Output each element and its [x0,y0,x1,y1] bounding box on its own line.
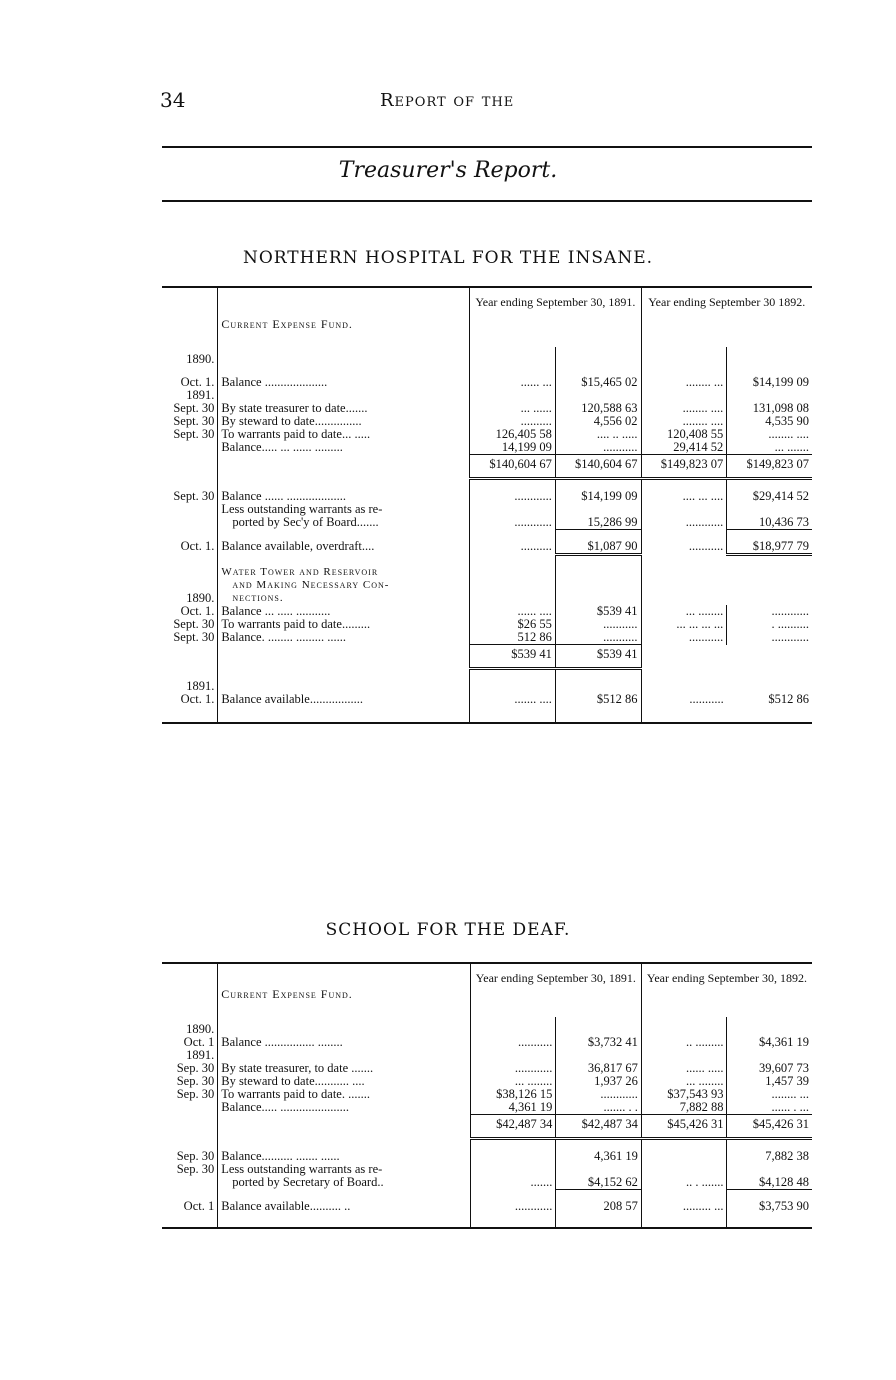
table-row: Sep. 30 By steward to date........... .... ... ........ 1,937 26 ... ........ 1,457 39 [162,1075,812,1088]
table-row: Oct. 1. Balance ... ..... ........... ...... .... $539 41 ... ........ ............ [162,605,812,618]
balance-available-row: Oct. 1. Balance available, overdraft.... .......... $1,087 90 ........... $18,977 79 [162,540,812,555]
col-1891-header: Year ending September 30, 1891. [470,287,641,347]
table-row: Oct. 1. Balance .................... ...... ... $15,465 02 ........ ... $14,199 09 [162,376,812,389]
table-row: ported by Sec'y of Board....... ............ 15,286 99 ............ 10,436 73 [162,516,812,530]
balance-available-row: Oct. 1 Balance available.......... .. ............ 208 57 ......... ... $3,753 90 [162,1200,812,1228]
table-row: Sept. 30 By state treasurer to date....... ... ...... 120,588 63 ........ .... 131,098 08 [162,402,812,415]
table-row: Sept. 30 Balance ...... ................... ............ $14,199 09 .... ... .... $29,414 52 [162,490,812,503]
col-1892-header: Year ending September 30, 1892. [646,971,807,985]
table-row: Less outstanding warrants as re- [162,503,812,516]
table-row: Sep. 30 Balance.......... ....... ...... 4,361 19 7,882 38 [162,1150,812,1163]
table-row: Sept. 30 Balance. ........ ......... ...... 512 86 ........... ........... ............ [162,631,812,645]
table-row: Sep. 30 To warrants paid to date. ....... $38,126 15 ............ $37,543 93 ........ ... [162,1088,812,1101]
northern-ledger-table: Current Expense Fund. Year ending September 30, 1891. Year ending September 30 1892. 1890. Oct. 1. Balance .................... ...... ... $15,465 02 ........ ... $14,199 09 1891. Sept. 30 By state treasurer to date....... ... ...... 120,588 63 ........ .... 131,098 08 Sept. 30 By steward to date............... .......... 4,556 02 ........ .... 4,535 90 Sept. 30 To warrants paid to date... ..... 126,405 58 .... .. ..... 120,408 55 ........ .... Balance..... ... ...... ......... 14,199 09 ........... 29,414 52 ... ....... $140,604 67 $140,604 67 $149,823 07 $149,823 07 Sept. 30 Balance ...... ................... ............ $14,199 09 .... ... .... $29,414 52 Less outstanding warrants as re- ported by Sec'y of Board....... ............ 15,286 99 ............ 10,436 73 Oct. 1. Balance available, overdraft.... .......... $1,087 90 ........... $18,977 79 Water Tower and Reservoir and Making Necessary Con- 1890. nections. Oct. 1. Balance ... ..... ........... ...... .... $539 41 ... ........ ............ Sept. 30 To warrants paid to date......... $26 55 ........... ... ... ... ... . .......... Sept. 30 Balance. ........ ......... ...... 512 86 ........... ........... ............ $539 41 $539 41 1891. Oct. 1. Balance available................. ....... .... $512 86 ........... $512 86 [162,286,812,724]
col-fund-header: Current Expense Fund. [218,963,471,1017]
deaf-ledger-table [162,962,812,1229]
col-fund-header: Current Expense Fund. [218,287,470,347]
table-row: Sep. 30 Less outstanding warrants as re- [162,1163,812,1176]
page-number: 34 [160,88,186,112]
table-row: Sept. 30 To warrants paid to date......... $26 55 ........... ... ... ... ... . .......... [162,618,812,631]
table-row: 1891. [162,1049,812,1062]
table-row: 1891. [162,389,812,402]
running-head: Report of the [380,90,515,111]
table-row: Balance..... ... ...... ......... 14,199 09 ........... 29,414 52 ... ....... [162,441,812,455]
col-1891-header: Year ending September 30, 1891. [470,963,641,1017]
section-title-northern: NORTHERN HOSPITAL FOR THE INSANE. [242,248,654,268]
water-tower-heading: Water Tower and Reservoir [162,566,812,579]
section-title-deaf: SCHOOL FOR THE DEAF. [325,920,571,940]
col-1892-header: Year ending September 30 1892. [648,295,806,309]
table-row: Oct. 1 Balance ................ ........ ........... $3,732 41 .. ......... $4,361 19 [162,1036,812,1049]
table-row: Sept. 30 By steward to date............... .......... 4,556 02 ........ .... 4,535 90 [162,415,812,428]
table-row: 1890. [162,347,812,366]
header-rule-bottom [162,200,812,202]
totals-row: $539 41 $539 41 [162,645,812,669]
totals-row: $140,604 67 $140,604 67 $149,823 07 $149,823 07 [162,455,812,479]
table-row: ported by Secretary of Board.. ....... $4,152 62 .. . ....... $4,128 48 [162,1176,812,1190]
totals-row: $42,487 34 $42,487 34 $45,426 31 $45,426 31 [162,1115,812,1139]
table-row: Sept. 30 To warrants paid to date... ..... 126,405 58 .... .. ..... 120,408 55 ........ .... [162,428,812,441]
table-row: Sep. 30 By state treasurer, to date ....... ............ 36,817 67 ...... ..... 39,607 73 [162,1062,812,1075]
header-rule-top [162,146,812,148]
header-row [162,963,812,1017]
table-row: Balance..... ...................... 4,361 19 ....... . . 7,882 88 ...... . ... [162,1101,812,1115]
subheading: Treasurer's Report. [338,158,558,183]
header-row [162,287,812,347]
balance-available-row: Oct. 1. Balance available................. ....... .... $512 86 ........... $512 86 [162,693,812,723]
table-row: 1890. [162,1017,812,1036]
